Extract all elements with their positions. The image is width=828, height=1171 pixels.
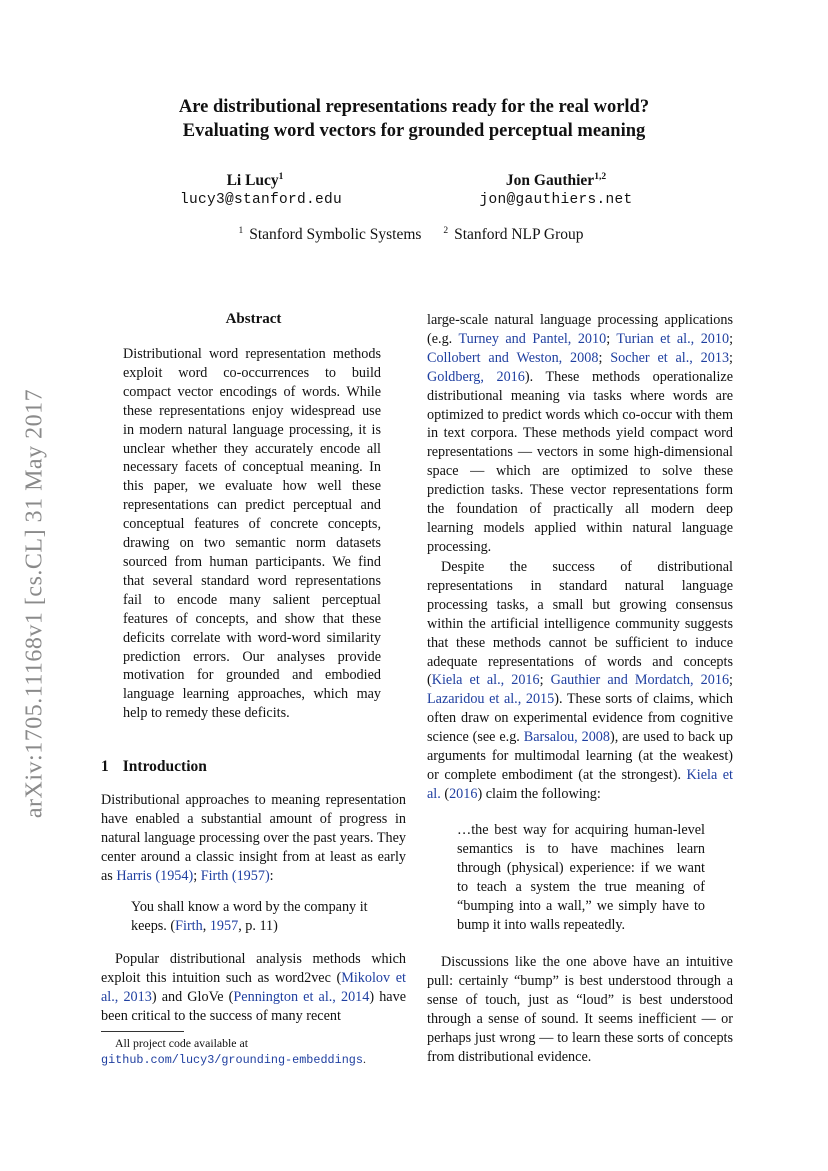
intro-paragraph-5: Discussions like the one above have an intuitive pull: certainly “bump” is best understood through a sense of touch, just as “loud” is best understood through a sense of sound. It seems inefficient — or perhaps just wrong — to learn these sorts of concepts from distributional evidence. (427, 954, 733, 1065)
repo-link[interactable]: github.com/lucy3/grounding-embeddings (101, 1053, 363, 1067)
paper-title (0, 95, 828, 143)
author-sup: 1 (278, 171, 284, 182)
author-name: Li Lucy (226, 172, 279, 189)
intro-paragraph-4: Despite the success of distributional representations in standard natural language processing tasks, a small but growing consensus within the artificial intelligence community suggests that these methods cannot be sufficient to induce adequate representations of words and concepts (Kiela et al., 2016; Gauthier and Mordatch, 2016; Lazaridou et al., 2015). These sorts of claims, which often draw on experimental evidence from cognitive science (see e.g. Barsalou, 2008), are used to back up arguments for multimodal learning (at the weakest) or complete embodiment (at the strongest). Kiela et al. (2016) claim the following: (427, 559, 734, 802)
affiliation-1: $^1$ Stanford Symbolic Systems (238, 225, 422, 243)
author-1 (180, 171, 343, 210)
citation-link[interactable]: Harris (1954) (116, 867, 194, 884)
citation-link[interactable]: Turney and Pantel, 2010 (458, 330, 607, 347)
title-line-2: Evaluating word vectors for grounded perceptual meaning (182, 121, 646, 141)
citation-link[interactable]: Kiela et al. (427, 766, 733, 802)
author-sup: 1,2 (594, 171, 607, 182)
author-email: jon@gauthiers.net (479, 192, 633, 208)
affiliation-2: $^2$ Stanford NLP Group (443, 225, 584, 243)
citation-link[interactable]: Turian et al., 2010 (616, 330, 730, 347)
intro-paragraph-1: Distributional approaches to meaning representation have enabled a substantial amount of progress in natural language processing over the past years. They center around a classic insight from at least as early as Harris (1954); Firth (1957): (101, 792, 406, 884)
citation-link[interactable]: Lazaridou et al., 2015 (427, 691, 555, 708)
author-name: Jon Gauthier (505, 172, 595, 189)
section-title: Introduction (122, 758, 207, 775)
footnote: All project code available at github.com/lucy3/grounding-embeddings. (101, 1036, 366, 1067)
citation-link[interactable]: Pennington et al., 2014 (233, 988, 370, 1005)
footnote-rule (101, 1031, 184, 1032)
intro-paragraph-3: large-scale natural language processing applications (e.g. Turney and Pantel, 2010; Turian et al., 2010; Collobert and Weston, 2008; Socher et al., 2013; Goldberg, 2016). These methods operationalize distributional meaning via tasks where words are optimized to predict words which co-occur with them in text corpora. These methods yield compact word representations — vectors in some high-dimensional space — which are optimized to solve these prediction tasks. These vector representations form the foundation of practically all modern deep learning models applied within natural language processing. (427, 312, 734, 555)
author-email: lucy3@stanford.edu (180, 192, 343, 208)
abstract-heading: Abstract (225, 311, 282, 327)
intro-paragraph-2: Popular distributional analysis methods which exploit this intuition such as word2vec (Mikolov et al., 2013) and GloVe (Pennington et al., 2014) have been critical to the success of many recent (101, 951, 406, 1024)
firth-quote: You shall know a word by the company it keeps. (Firth, 1957, p. 11) (131, 899, 368, 934)
arxiv-stamp: arXiv:1705.11168v1 [cs.CL] 31 May 2017 (21, 388, 48, 819)
affiliations (0, 226, 828, 244)
citation-link[interactable]: Barsalou, 2008 (523, 729, 610, 746)
author-2 (461, 171, 651, 210)
citation-link[interactable]: Firth (175, 917, 203, 934)
citation-link[interactable]: Socher et al., 2013 (610, 349, 730, 366)
citation-link[interactable]: 2016 (449, 785, 478, 802)
citation-link[interactable]: Goldberg, 2016 (427, 368, 525, 385)
citation-link[interactable]: Mikolov et al., 2013 (101, 969, 406, 1005)
abstract-text: Distributional word representation methods exploit word co-occurrences to build compact vector encodings of words. While these representations enjoy widespread use in modern natural language processing, it is unclear whether they accurately encode all necessary facets of conceptual meaning. In this paper, we evaluate how well these representations can predict perceptual and conceptual features of concrete concepts, drawing on two semantic norm datasets sourced from human participants. We find that several standard word representations fail to encode many salient perceptual features of concepts, and show that these deficits correlate with word-word similarity prediction errors. Our analyses provide motivation for grounded and embodied language learning approaches, which may help to remedy these deficits. (123, 346, 381, 722)
citation-link[interactable]: Gauthier and Mordatch, 2016 (550, 672, 730, 689)
citation-link[interactable]: 1957 (209, 917, 239, 934)
section-heading (101, 758, 207, 776)
section-number: 1 (101, 758, 109, 775)
kiela-quote: …the best way for acquiring human-level semantics is to have machines learn through (physical) experience: if we want to teach a system the true meaning of “bumping into a wall,” we simply have to bump it into walls repeatedly. (457, 822, 705, 933)
citation-link[interactable]: Collobert and Weston, 2008 (427, 349, 599, 366)
title-line-1: Are distributional representations ready for the real world? (178, 97, 650, 117)
citation-link[interactable]: Kiela et al., 2016 (431, 672, 540, 689)
citation-link[interactable]: Firth (1957) (200, 867, 270, 884)
